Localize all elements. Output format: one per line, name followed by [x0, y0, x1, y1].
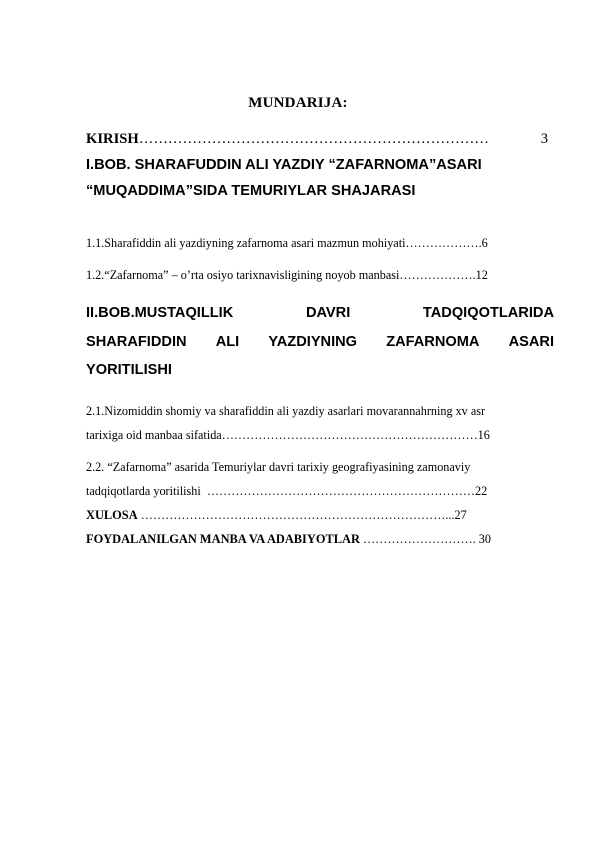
- dot-leader: ………………………………………………………: [221, 428, 478, 442]
- page-number: 3: [540, 131, 548, 147]
- entry-text: FOYDALANILGAN MANBA VA ADABIYOTLAR: [86, 532, 360, 546]
- toc-entry-2-1-line-1: 2.1.Nizomiddin shomiy va sharafiddin ali yazdiy asarlari movarannahrning xv asr: [86, 404, 486, 418]
- toc-chapter-1-line-1: I.BOB. SHARAFUDDIN ALI YAZDIY “ZAFARNOMA”ASARI: [86, 157, 482, 173]
- toc-chapter-2-line-3: YORITILISHI: [86, 362, 172, 378]
- page-number: 12: [475, 268, 488, 282]
- chapter-word: YAZDIYNING: [268, 334, 358, 350]
- dot-leader: ………………………………………………………………: [138, 131, 489, 147]
- entry-text: 1.1.Sharafiddin ali yazdiyning zafarnoma asari mazmun mohiyati: [86, 236, 406, 250]
- dot-leader: ……………………….: [362, 532, 476, 546]
- entry-text: tadqiqotlarda yoritilishi: [86, 484, 201, 498]
- page-number: 6: [481, 236, 488, 250]
- dot-leader: …………………………………………………………………...: [140, 508, 455, 522]
- toc-chapter-2-line-2: [86, 334, 554, 350]
- toc-entry-bibliography: [86, 532, 554, 547]
- dot-leader: ……………….: [405, 236, 482, 250]
- dot-leader: …………………………………………………………: [206, 484, 475, 498]
- chapter-word: ALI: [215, 334, 240, 350]
- entry-text: KIRISH: [86, 131, 139, 147]
- chapter-word: SHARAFIDDIN: [86, 334, 187, 350]
- chapter-word: DAVRI: [305, 305, 351, 321]
- entry-text: tarixiga oid manbaa sifatida: [86, 428, 222, 442]
- toc-chapter-2-line-1: [86, 305, 554, 321]
- entry-text: XULOSA: [86, 508, 138, 522]
- page-number: 22: [474, 484, 488, 498]
- entry-text: 1.2.“Zafarnoma” – o’rta osiyo tarixnavisligining noyob manbasi: [86, 268, 400, 282]
- toc-entry-2-1-line-2: [86, 428, 554, 443]
- toc-entry-2-2-line-2: [86, 484, 554, 499]
- toc-title: MUNDARIJA:: [248, 95, 348, 111]
- dot-leader: ……………….: [399, 268, 476, 282]
- toc-entry-1-2: [86, 268, 554, 283]
- page-number: 16: [477, 428, 490, 442]
- toc-chapter-1-line-2: “MUQADDIMA”SIDA TEMURIYLAR SHAJARASI: [86, 183, 416, 199]
- toc-entry-xulosa: [86, 508, 554, 523]
- chapter-word: ZAFARNOMA: [386, 334, 480, 350]
- page-number: 27: [454, 508, 467, 522]
- toc-entry-1-1: [86, 236, 554, 251]
- page-number: 30: [478, 532, 491, 546]
- chapter-word: TADQIQOTLARIDA: [422, 305, 554, 321]
- chapter-word: II.BOB.MUSTAQILLIK: [86, 305, 234, 321]
- toc-entry-kirish: [86, 131, 554, 148]
- chapter-word: ASARI: [508, 334, 554, 350]
- toc-entry-2-2-line-1: 2.2. “Zafarnoma” asarida Temuriylar davri tarixiy geografiyasining zamonaviy: [86, 460, 471, 474]
